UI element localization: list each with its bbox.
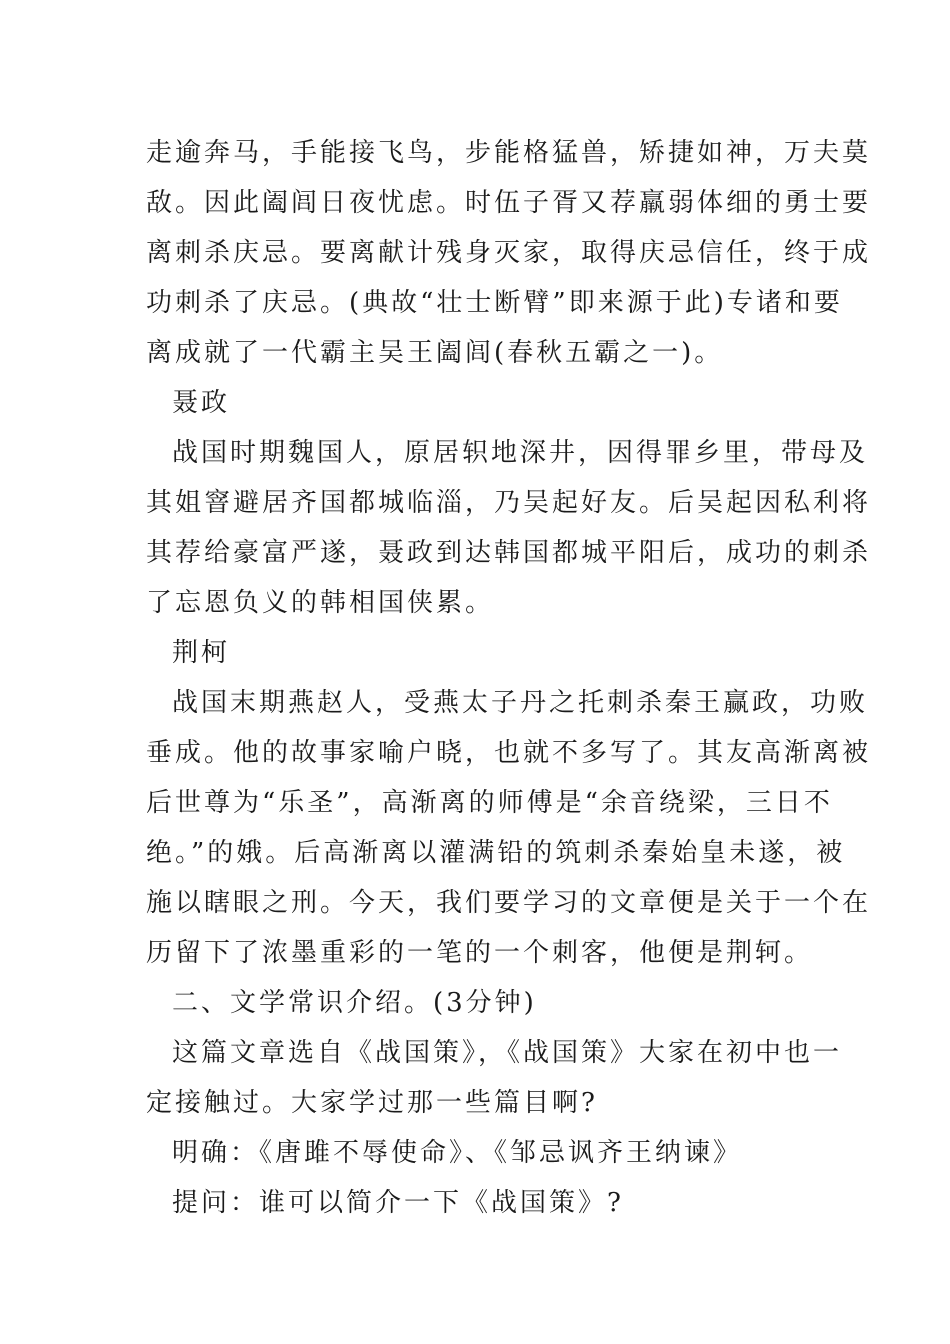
text-line: 垂成。他的故事家喻户晓，也就不多写了。其友高渐离被 (146, 738, 872, 768)
text-line: 功刺杀了庆忌。(典故“壮士断臂”即来源于此)专诸和要 (146, 288, 843, 318)
text-line: 绝。”的娥。后高渐离以灌满铅的筑刺杀秦始皇未遂，被 (146, 838, 846, 868)
section-heading-literary-knowledge: 二、文学常识介绍。(3分钟) (172, 988, 537, 1018)
text-line: 历留下了浓墨重彩的一笔的一个刺客，他便是荆轲。 (146, 938, 814, 968)
text-line: 提问：谁可以简介一下《战国策》? (172, 1188, 624, 1218)
text-line: 离刺杀庆忌。要离献计残身灭家，取得庆忌信任，终于成 (146, 238, 872, 268)
section-heading-nie-zheng: 聂政 (172, 388, 231, 418)
text-line: 明确：《唐雎不辱使命》、《邹忌讽齐王纳谏》 (172, 1138, 743, 1168)
text-line: 定接触过。大家学过那一些篇目啊? (146, 1088, 598, 1118)
body-text (146, 128, 872, 1228)
section-heading-jing-ke: 荆柯 (172, 638, 231, 668)
text-line: 战国末期燕赵人，受燕太子丹之托刺杀秦王赢政，功败 (172, 688, 869, 718)
text-line: 这篇文章选自《战国策》，《战国策》大家在初中也一 (172, 1038, 843, 1068)
text-line: 走逾奔马，手能接飞鸟，步能格猛兽，矫捷如神，万夫莫 (146, 138, 872, 168)
text-line: 后世尊为“乐圣”，高渐离的师傅是“余音绕梁，三日不 (146, 788, 833, 818)
text-line: 其姐窨避居齐国都城临淄，乃吴起好友。后吴起因私利将 (146, 488, 872, 518)
text-line: 战国时期魏国人，原居轵地深井，因得罪乡里，带母及 (172, 438, 869, 468)
text-line: 敌。因此阖闾日夜忧虑。时伍子胥又荐羸弱体细的勇士要 (146, 188, 872, 218)
text-line: 了忘恩负义的韩相国侠累。 (146, 588, 495, 618)
text-line: 离成就了一代霸主吴王阖闾(春秋五霸之一)。 (146, 338, 724, 368)
text-line: 施以瞎眼之刑。今天，我们要学习的文章便是关于一个在 (146, 888, 872, 918)
text-line: 其荐给豪富严遂，聂政到达韩国都城平阳后，成功的刺杀 (146, 538, 872, 568)
